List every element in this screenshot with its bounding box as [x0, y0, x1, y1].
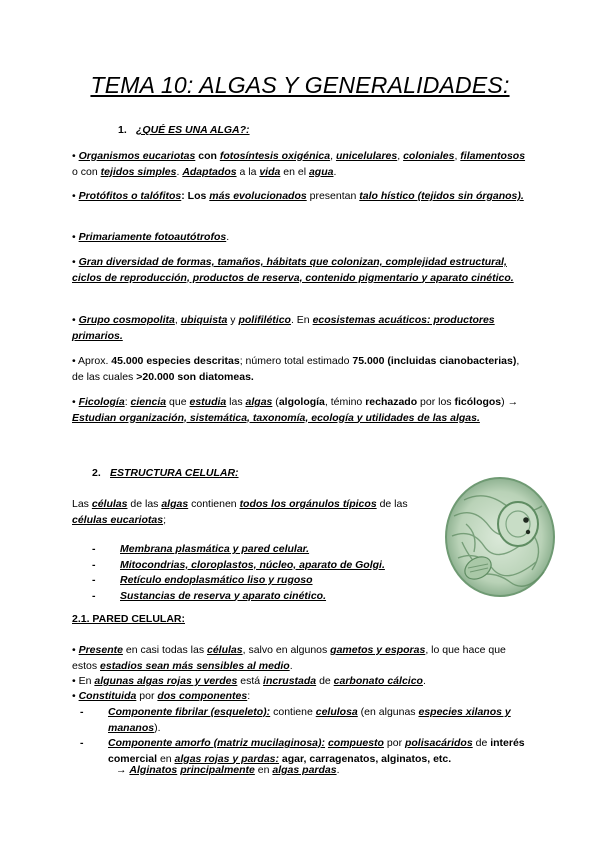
- pared-line-carbonato: • En algunas algas rojas y verdes está incrustada de carbonato cálcico.: [72, 675, 426, 687]
- list-item: - Retículo endoplasmático liso y rugoso: [92, 573, 442, 589]
- bullet-diversidad: • Gran diversidad de formas, tamaños, hábitats que colonizan, complejidad estructural, ciclos de reproducción, productos de reserva, contenido pigmentario y aparato cinético.: [72, 256, 514, 284]
- bullet-especies: • Aprox. 45.000 especies descritas; número total estimado 75.000 (incluidas cianobacterias), de las cuales >20.000 son diatomeas.: [72, 355, 520, 383]
- section-2-1-heading: 2.1. PARED CELULAR:: [72, 613, 185, 625]
- list-item: - Componente amorfo (matriz mucilaginosa): compuesto por polisacáridos de interés comercial en algas rojas y pardas: agar, carragenatos, alginatos, etc.: [80, 736, 528, 767]
- section-1-heading: 1. ¿QUÉ ES UNA ALGA?:: [118, 124, 250, 136]
- section-2-heading: 2. ESTRUCTURA CELULAR:: [92, 467, 239, 479]
- bullet-fotoautotrofos: • Primariamente fotoautótrofos.: [72, 231, 230, 243]
- bullet-organismos: • Organismos eucariotas con fotosíntesis oxigénica, unicelulares, coloniales, filamentosos o con tejidos simples. Adaptados a la vida en el agua.: [72, 150, 526, 178]
- list-item: - Sustancias de reserva y aparato cinético.: [92, 589, 442, 605]
- list-item: - Componente fibrilar (esqueleto): contiene celulosa (en algunas especies xilanos y mananos).: [80, 705, 528, 736]
- bullet-cosmopolita: • Grupo cosmopolita, ubiquista y polifilético. En ecosistemas acuáticos: productores primarios.: [72, 314, 495, 342]
- bullet-ficologia: • Ficología: ciencia que estudia las algas (algología, témino rechazado por los ficólogos) → Estudian organización, sistemática, taxonomía, ecología y utilidades de las algas.: [72, 396, 519, 424]
- list-item: - Mitocondrias, cloroplastos, núcleo, aparato de Golgi.: [92, 558, 442, 574]
- bullet-protofitos: • Protófitos o talófitos: Los más evolucionados presentan talo hístico (tejidos sin órganos).: [72, 190, 524, 202]
- page-title: TEMA 10: ALGAS Y GENERALIDADES:: [90, 72, 510, 98]
- section-2-intro: Las células de las algas contienen todos los orgánulos típicos de las células eucariotas;: [72, 498, 408, 526]
- pared-line-presente: • Presente en casi todas las células, salvo en algunos gametos y esporas, lo que hace que estos estadios sean más sensibles al medio.: [72, 644, 506, 672]
- list-item: - Membrana plasmática y pared celular.: [92, 542, 442, 558]
- alginatos-line: → Alginatos principalmente en algas pardas.: [116, 764, 340, 776]
- componentes-list: [80, 705, 528, 767]
- organelle-list: [92, 542, 442, 604]
- algal-cell-micrograph: [444, 476, 556, 598]
- pared-line-constituida: • Constituida por dos componentes:: [72, 690, 251, 702]
